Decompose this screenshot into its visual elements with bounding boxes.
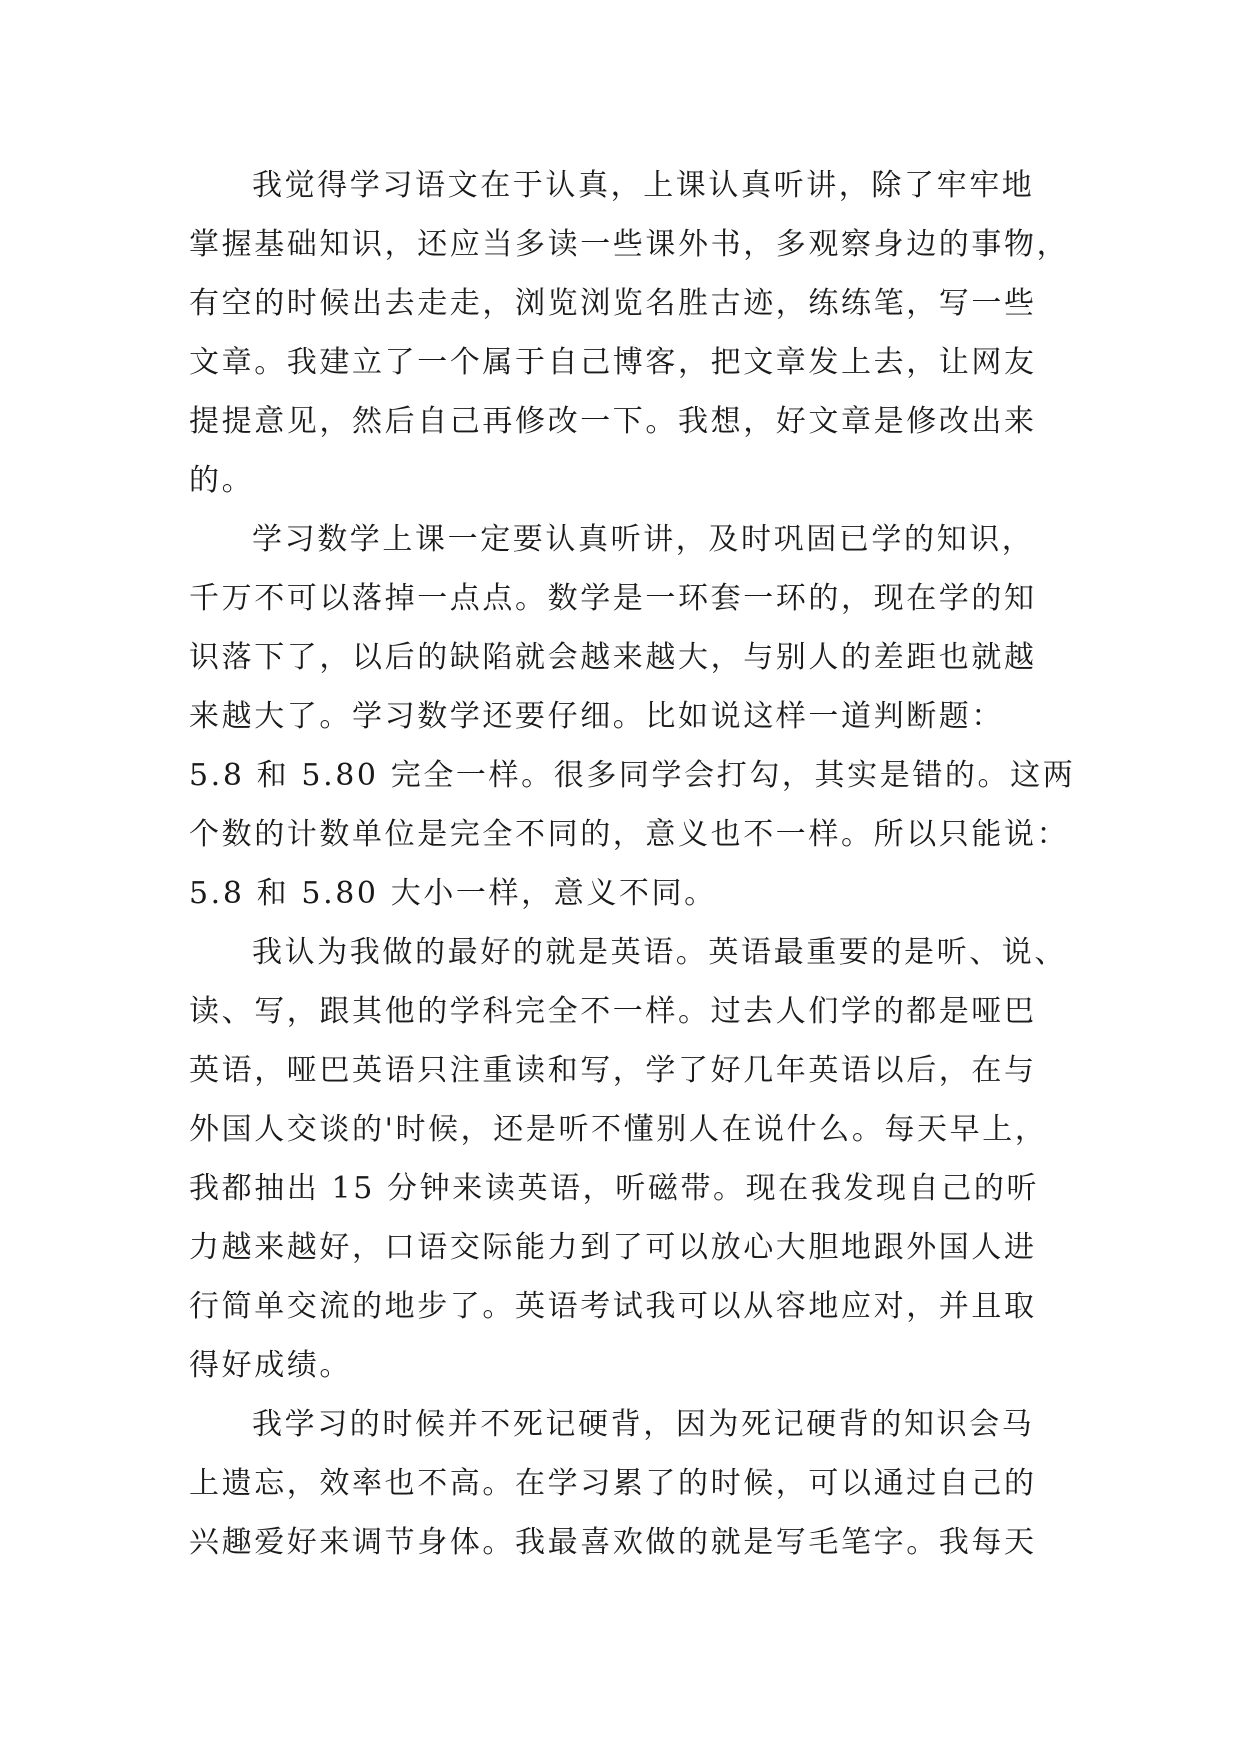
text-line: 识落下了，以后的缺陷就会越来越大，与别人的差距也就越	[189, 640, 1037, 675]
text-line: 提提意见，然后自己再修改一下。我想，好文章是修改出来	[189, 404, 1037, 439]
text-line: 来越大了。学习数学还要仔细。比如说这样一道判断题：	[189, 699, 1004, 734]
text-line: 得好成绩。	[189, 1348, 352, 1383]
text-line: 5.8 和 5.80 完全一样。很多同学会打勾，其实是错的。这两	[189, 758, 1076, 793]
text-line: 行简单交流的地步了。英语考试我可以从容地应对，并且取	[189, 1289, 1037, 1324]
text-line: 力越来越好，口语交际能力到了可以放心大胆地跟外国人进	[189, 1230, 1037, 1265]
text-line: 掌握基础知识，还应当多读一些课外书，多观察身边的事物，	[189, 227, 1070, 262]
text-line: 文章。我建立了一个属于自己博客，把文章发上去，让网友	[189, 345, 1037, 380]
text-line: 兴趣爱好来调节身体。我最喜欢做的就是写毛笔字。我每天	[189, 1525, 1037, 1560]
text-line: 读、写，跟其他的学科完全不一样。过去人们学的都是哑巴	[189, 994, 1037, 1029]
text-line: 我认为我做的最好的就是英语。英语最重要的是听、说、	[252, 935, 1067, 970]
text-line: 英语，哑巴英语只注重读和写，学了好几年英语以后，在与	[189, 1053, 1037, 1088]
document-body	[189, 156, 1076, 1572]
paragraph-math-study	[189, 510, 1076, 923]
text-line: 外国人交谈的'时候，还是听不懂别人在说什么。每天早上，	[189, 1112, 1048, 1147]
text-line: 5.8 和 5.80 大小一样，意义不同。	[189, 876, 717, 911]
text-line: 上遗忘，效率也不高。在学习累了的时候，可以通过自己的	[189, 1466, 1037, 1501]
text-line: 千万不可以落掉一点点。数学是一环套一环的，现在学的知	[189, 581, 1037, 616]
paragraph-chinese-study	[189, 156, 1070, 510]
text-line: 我觉得学习语文在于认真，上课认真听讲，除了牢牢地	[252, 168, 1035, 203]
text-line: 我学习的时候并不死记硬背，因为死记硬背的知识会马	[252, 1407, 1035, 1442]
paragraph-english-study	[189, 923, 1067, 1395]
text-line: 有空的时候出去走走，浏览浏览名胜古迹，练练笔，写一些	[189, 286, 1037, 321]
text-line: 我都抽出 15 分钟来读英语，听磁带。现在我发现自己的听	[189, 1171, 1040, 1206]
paragraph-study-habits	[189, 1395, 1057, 1572]
text-line: 的。	[189, 463, 255, 498]
text-line: 个数的计数单位是完全不同的，意义也不一样。所以只能说：	[189, 817, 1070, 852]
text-line: 学习数学上课一定要认真听讲，及时巩固已学的知识，	[252, 522, 1035, 557]
